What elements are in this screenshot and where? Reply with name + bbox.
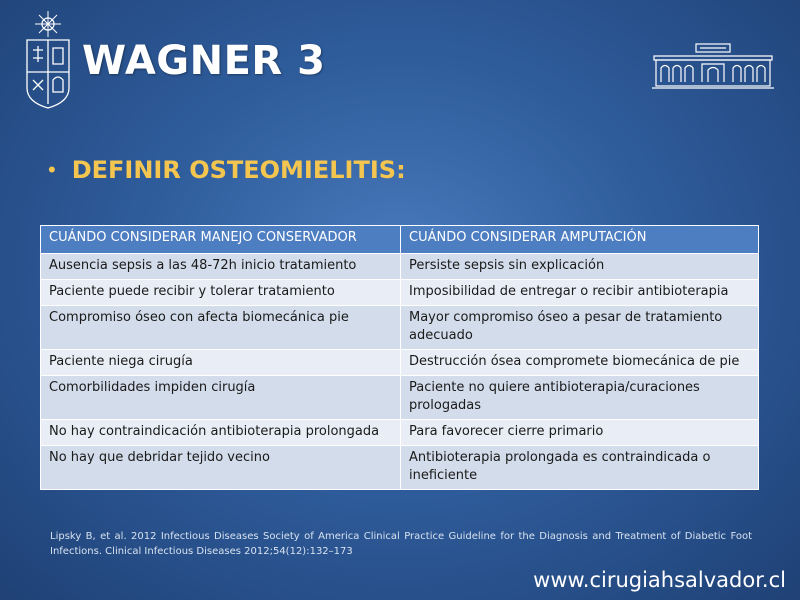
table-row [41, 254, 759, 280]
bullet-item [48, 156, 406, 184]
table-cell: No hay que debridar tejido vecino [41, 446, 401, 490]
header-amputation: CUÁNDO CONSIDERAR AMPUTACIÓN [401, 226, 759, 254]
table-row [41, 280, 759, 306]
table-cell: Mayor compromiso óseo a pesar de tratamiento adecuado [401, 306, 759, 350]
table-cell: Imposibilidad de entregar o recibir antibioterapia [401, 280, 759, 306]
table-row [41, 446, 759, 490]
table-row [41, 306, 759, 350]
university-crest-logo [22, 10, 74, 110]
website-url: www.cirugiahsalvador.cl [533, 568, 786, 592]
table-header-row [41, 226, 759, 254]
comparison-table [40, 225, 759, 490]
table-row [41, 420, 759, 446]
citation-text: Lipsky B, et al. 2012 Infectious Diseases Society of America Clinical Practice Guideline for the Diagnosis and Treatment of Diabetic Foot Infections. Clinical Infectious Diseases 2012;54(12):132–173 [50, 531, 752, 557]
table-cell: Paciente no quiere antibioterapia/curaciones prologadas [401, 376, 759, 420]
header-conservative: CUÁNDO CONSIDERAR MANEJO CONSERVADOR [41, 226, 401, 254]
bullet-text: DEFINIR OSTEOMIELITIS: [71, 156, 406, 184]
table-cell: Comorbilidades impiden cirugía [41, 376, 401, 420]
table-cell: Para favorecer cierre primario [401, 420, 759, 446]
hospital-building-logo [652, 42, 774, 90]
table-cell: Compromiso óseo con afecta biomecánica pie [41, 306, 401, 350]
table-cell: Antibioterapia prolongada es contraindicada o ineficiente [401, 446, 759, 490]
table-cell: Paciente niega cirugía [41, 350, 401, 376]
table-row [41, 350, 759, 376]
table-cell: Destrucción ósea compromete biomecánica de pie [401, 350, 759, 376]
table-cell: Paciente puede recibir y tolerar tratamiento [41, 280, 401, 306]
table-cell: Persiste sepsis sin explicación [401, 254, 759, 280]
table-cell: Ausencia sepsis a las 48-72h inicio tratamiento [41, 254, 401, 280]
table-row [41, 376, 759, 420]
slide-title: WAGNER 3 [82, 38, 326, 84]
bullet-point: • [48, 157, 56, 182]
table-cell: No hay contraindicación antibioterapia prolongada [41, 420, 401, 446]
